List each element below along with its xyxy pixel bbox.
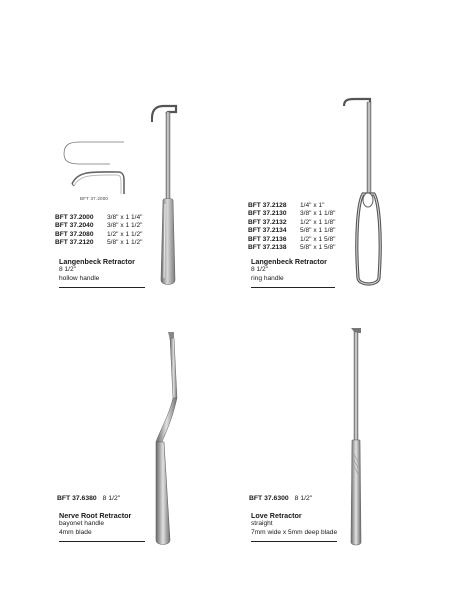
- product-3-code: BFT 37.6380: [57, 495, 97, 502]
- product-4-size: 8 1/2": [294, 495, 313, 502]
- product-3-rule: [59, 541, 145, 542]
- langenbeck-hollow-retractor-image: [146, 104, 186, 289]
- product-2-handle: ring handle: [251, 275, 284, 282]
- product-3-size: 8 1/2": [102, 495, 121, 502]
- code-row: BFT 37.2128 1/4" x 1": [248, 202, 325, 209]
- product-3-code-line: [57, 495, 120, 502]
- product-4-blade: 7mm wide x 5mm deep blade: [251, 529, 338, 536]
- code-row: BFT 37.2120 5/8" x 1 1/2": [55, 239, 143, 247]
- code-row: BFT 37.2134 5/8" x 1 1/8": [248, 227, 336, 235]
- product-3-name: Nerve Root Retractor: [59, 511, 132, 520]
- product-4-name: Love Retractor: [251, 511, 302, 520]
- product-4-code: BFT 37.6300: [249, 495, 289, 502]
- langenbeck-ring-retractor-image: [340, 96, 390, 292]
- product-1-code-table: [55, 214, 142, 248]
- love-retractor-image: [345, 324, 369, 548]
- product-2-name: Langenbeck Retractor: [251, 257, 327, 266]
- code-row: BFT 37.2080 1/2" x 1 1/2": [55, 230, 143, 238]
- product-4-type: straight: [251, 520, 273, 527]
- code-row: BFT 37.2132 1/2" x 1 1/8": [248, 218, 336, 226]
- product-1-handle: hollow handle: [59, 275, 100, 282]
- product-4-rule: [251, 541, 337, 542]
- product-3-handle: bayonet handle: [59, 520, 105, 527]
- product-3-blade: 4mm blade: [59, 529, 92, 536]
- product-2-rule: [251, 287, 335, 288]
- product-1-length: 8 1/2": [59, 266, 77, 273]
- code-row: BFT 37.2136 1/2" x 1 5/8": [248, 235, 336, 243]
- product-2-length: 8 1/2": [251, 266, 269, 273]
- blade-detail-illustration: [60, 140, 130, 196]
- code-row: BFT 37.2040 3/8" x 1 1/2": [55, 222, 143, 230]
- product-1-rule: [59, 287, 145, 288]
- product-4-code-line: [249, 495, 312, 502]
- product-2-code-table: [248, 202, 335, 252]
- nerve-root-retractor-image: [148, 330, 192, 550]
- product-1-name: Langenbeck Retractor: [59, 257, 135, 266]
- code-row: BFT 37.2000 3/8" x 1 1/4": [55, 214, 143, 221]
- code-row: BFT 37.2130 3/8" x 1 1/8": [248, 210, 336, 218]
- detail-caption: BFT 37.2000: [80, 196, 109, 201]
- code-row: BFT 37.2138 5/8" x 1 5/8": [248, 244, 336, 252]
